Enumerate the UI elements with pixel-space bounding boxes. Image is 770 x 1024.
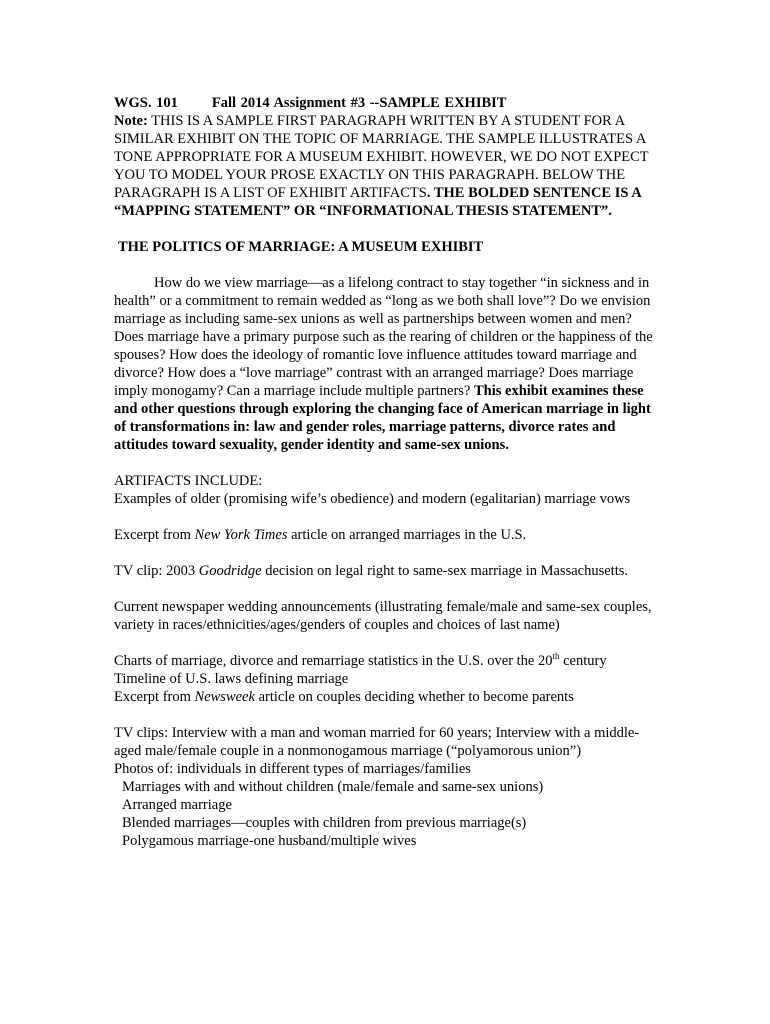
artifact-charts bbox=[114, 652, 662, 670]
photo-item: Marriages with and without children (male/female and same-sex unions) bbox=[122, 779, 544, 795]
artifact-timeline: Timeline of U.S. laws defining marriage bbox=[114, 671, 349, 687]
term-assignment: Fall 2014 Assignment #3 --SAMPLE EXHIBIT bbox=[211, 95, 507, 111]
artifact-vows: Examples of older (promising wife’s obedience) and modern (egalitarian) marriage vows bbox=[114, 491, 631, 507]
photo-item: Arranged marriage bbox=[122, 797, 232, 813]
mapping-statement: This exhibit examines these and other questions through exploring the changing face of American marriage in light of transformations in: law and gender roles, marriage patterns, divorce rates and attitudes toward sexuality, gender identity and same-sex unions. bbox=[114, 383, 651, 453]
intro-paragraph bbox=[114, 274, 662, 454]
note-paragraph bbox=[114, 112, 662, 220]
note-bold-tail: . THE BOLDED SENTENCE IS A “MAPPING STATEMENT” OR “INFORMATIONAL THESIS STATEMENT”. bbox=[114, 185, 641, 219]
artifact-tv-post: decision on legal right to same-sex marriage in Massachusetts. bbox=[261, 563, 628, 579]
document-page bbox=[114, 94, 662, 850]
artifact-nyt bbox=[114, 526, 662, 544]
artifact-tv-pre: TV clip: 2003 bbox=[114, 563, 199, 579]
course-code: WGS. 101 bbox=[114, 95, 178, 111]
note-text: THIS IS A SAMPLE FIRST PARAGRAPH WRITTEN BY A STUDENT FOR A SIMILAR EXHIBIT ON THE TOPIC OF MARRIAGE. THE SAMPLE ILLUSTRATES A TONE APPROPRIATE FOR A MUSEUM EXHIBIT. HOWEVER, WE DO NOT EXPECT YOU TO MODEL YOUR PROSE EXACTLY ON THIS PARAGRAPH. BELOW THE PARAGRAPH IS A LIST OF EXHIBIT ARTIFACTS bbox=[114, 113, 649, 201]
artifacts-heading: ARTIFACTS INCLUDE: bbox=[114, 473, 263, 489]
artifact-tv-clips: TV clips: Interview with a man and woman married for 60 years; Interview with a middle-aged male/female couple in a nonmonogamous marriage (“polyamorous union”) bbox=[114, 725, 640, 759]
intro-text: How do we view marriage—as a lifelong contract to stay together “in sickness and in health” or a commitment to remain wedded as “long as we both shall love”? Do we envision marriage as including same-sex unions as well as partnerships between women and men? Does marriage have a primary purpose such as the rearing of children or the happiness of the spouses? How does the ideology of romantic love influence attitudes toward marriage and divorce? How does a “love marriage” contrast with an arranged marriage? Does marriage imply monogamy? Can a marriage include multiple partners? bbox=[114, 275, 653, 399]
artifact-tv-clip bbox=[114, 562, 662, 580]
artifact-charts-post: century bbox=[559, 653, 607, 669]
artifact-nyt-title: New York Times bbox=[194, 527, 288, 543]
note-label: Note: bbox=[114, 113, 148, 129]
artifact-newspaper: Current newspaper wedding announcements (illustrating female/male and same-sex couples, variety in races/ethnicities/ages/genders of couples and choices of last name) bbox=[114, 599, 652, 633]
artifact-tv-case: Goodridge bbox=[198, 563, 262, 579]
exhibit-title: THE POLITICS OF MARRIAGE: A MUSEUM EXHIBIT bbox=[118, 239, 484, 255]
photo-item: Polygamous marriage-one husband/multiple wives bbox=[122, 833, 417, 849]
artifact-newsweek bbox=[114, 688, 662, 706]
artifact-nyt-post: article on arranged marriages in the U.S. bbox=[287, 527, 527, 543]
assignment-header bbox=[114, 94, 662, 112]
artifact-photos: Photos of: individuals in different types of marriages/families bbox=[114, 761, 471, 777]
photo-item: Blended marriages—couples with children from previous marriage(s) bbox=[122, 815, 527, 831]
artifact-nyt-pre: Excerpt from bbox=[114, 527, 195, 543]
artifact-newsweek-post: article on couples deciding whether to become parents bbox=[254, 689, 574, 705]
artifact-newsweek-pre: Excerpt from bbox=[114, 689, 195, 705]
artifact-charts-sup: th bbox=[552, 651, 560, 662]
artifact-newsweek-title: Newsweek bbox=[194, 689, 255, 705]
artifact-charts-pre: Charts of marriage, divorce and remarriage statistics in the U.S. over the 20 bbox=[114, 653, 553, 669]
